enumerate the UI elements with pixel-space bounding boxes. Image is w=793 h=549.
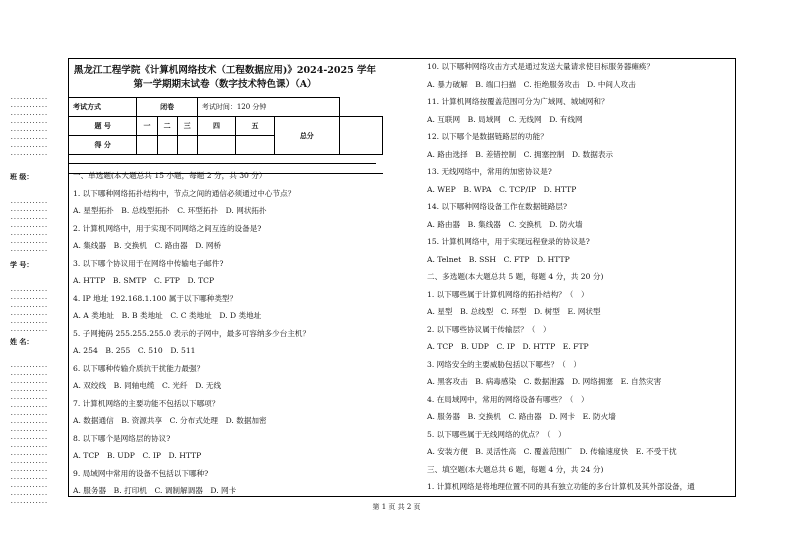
question-line: A. 安装方便 B. 灵活性高 C. 覆盖范围广 D. 传输速度快 E. 不受干扰	[427, 447, 677, 456]
dots: ............	[10, 238, 48, 245]
question-line: 1. 计算机网络是将地理位置不同的具有独立功能的多台计算机及其外部设备，通	[427, 482, 695, 491]
question-line: A. 黑客攻击 B. 病毒感染 C. 数据泄露 D. 网络拥塞 E. 自然灾害	[427, 377, 662, 386]
dots: ............	[10, 490, 48, 497]
question-line: A. 互联网 B. 局域网 C. 无线网 D. 有线网	[427, 114, 583, 124]
question-line: A. Telnet B. SSH C. FTP D. HTTP	[427, 254, 570, 264]
name-label: 姓 名：	[10, 337, 34, 346]
page-footer: 第 1 页 共 2 页	[372, 503, 421, 511]
left-column	[73, 167, 310, 500]
question-line: A. WEP B. WPA C. TCP/IP D. HTTP	[427, 184, 577, 194]
dots: ............	[10, 94, 48, 101]
exam-mode: 闭卷	[137, 98, 197, 117]
dots: ............	[10, 222, 48, 229]
student-id-label: 学 号：	[10, 260, 34, 269]
question-line: 11. 计算机网络按覆盖范围可分为广域网、城域网和？	[427, 97, 609, 106]
dots: ............	[10, 102, 48, 109]
dots: ............	[10, 378, 48, 385]
dots: ............	[10, 206, 48, 213]
dots: ............	[10, 426, 48, 433]
dots: ............	[10, 434, 48, 441]
score-2	[157, 136, 177, 155]
class-label: 班 级：	[10, 172, 34, 181]
dots: ............	[10, 126, 48, 133]
dots: ............	[10, 118, 48, 125]
question-line: 13. 无线网络中，常用的加密协议是?	[427, 167, 552, 176]
col-3: 三	[177, 117, 197, 136]
question-line: 1. 以下哪种网络拓扑结构中，节点之间的通信必须通过中心节点？	[73, 188, 296, 198]
question-line: 2. 计算机网络中，用于实现不同网络之间互连的设备是?	[73, 223, 262, 233]
dots: ............	[10, 302, 48, 309]
question-line: A. A 类地址 B. B 类地址 C. C 类地址 D. D 类地址	[73, 311, 262, 320]
dots: ............	[10, 142, 48, 149]
dots: ............	[10, 214, 48, 221]
dots: ............	[10, 362, 48, 369]
dots: ............	[10, 294, 48, 301]
score-4	[197, 136, 235, 155]
question-line: A. 数据通信 B. 资源共享 C. 分布式处理 D. 数据加密	[73, 416, 267, 425]
exam-mode-label: 考试方式	[69, 98, 137, 117]
dots: ............	[10, 394, 48, 401]
score-3	[177, 136, 197, 155]
question-line: 二、多选题(本大题总共 5 题，每题 4 分，共 20 分)	[427, 272, 604, 281]
dots: ............	[10, 326, 48, 333]
dots: ............	[10, 286, 48, 293]
dots: ............	[10, 246, 48, 253]
question-line: 14. 以下哪种网络设备工作在数据链路层?	[427, 202, 568, 211]
dots: ............	[10, 458, 48, 465]
score-label: 得 分	[69, 136, 137, 155]
question-line: 3. 以下哪个协议用于在网络中传输电子邮件?	[73, 258, 224, 268]
question-line: A. 双绞线 B. 同轴电缆 C. 光纤 D. 无线	[73, 381, 222, 390]
question-line: 1. 以下哪些属于计算机网络的拓扑结构？（ ）	[427, 289, 589, 299]
question-line: 5. 子网掩码 255.255.255.0 表示的子网中，最多可容纳多少台主机？	[73, 328, 311, 338]
dots: ............	[10, 450, 48, 457]
dots: ............	[10, 110, 48, 117]
dots: ............	[10, 230, 48, 237]
question-line: 7. 计算机网络的主要功能不包括以下哪项？	[73, 398, 220, 408]
question-line: 5. 以下哪些属于无线网络的优点？（ ）	[427, 429, 566, 439]
dots: ............	[10, 474, 48, 481]
dotted-cut-line	[10, 362, 47, 506]
dots: ............	[10, 410, 48, 417]
dots: ............	[10, 442, 48, 449]
question-line: A. 星型 B. 总线型 C. 环型 D. 树型 E. 网状型	[427, 307, 601, 316]
col-5: 五	[236, 117, 274, 136]
question-line: 15. 计算机网络中，用于实现远程登录的协议是?	[427, 237, 590, 246]
total-label: 总分	[274, 117, 339, 155]
question-line: 12. 以下哪个是数据链路层的功能？	[427, 132, 548, 141]
dots: ............	[10, 418, 48, 425]
question-line: A. 暴力破解 B. 端口扫描 C. 拒绝服务攻击 D. 中间人攻击	[427, 79, 636, 89]
dots: ............	[10, 370, 48, 377]
question-line: 2. 以下哪些协议属于传输层？（ ）	[427, 324, 551, 334]
question-no-label: 题 号	[69, 117, 137, 136]
question-line: A. 254 B. 255 C. 510 D. 511	[73, 346, 196, 355]
exam-time: 考试时间：120 分钟	[197, 98, 339, 117]
dotted-cut-line	[10, 286, 47, 334]
col-2: 二	[157, 117, 177, 136]
dots: ............	[10, 482, 48, 489]
right-column	[427, 58, 695, 496]
question-line: 6. 以下哪种传输介质抗干扰能力最强？	[73, 363, 205, 373]
question-line: A. 路由器 B. 集线器 C. 交换机 D. 防火墙	[427, 219, 583, 229]
question-line: 4. 在局域网中，常用的网络设备有哪些？（ ）	[427, 394, 589, 404]
question-line: 8. 以下哪个是网络层的协议?	[73, 433, 171, 443]
question-line: 9. 局域网中常用的设备不包括以下哪种?	[73, 468, 209, 478]
dots: ............	[10, 310, 48, 317]
col-4: 四	[197, 117, 235, 136]
dots: ............	[10, 150, 48, 157]
question-line: A. 路由选择 B. 差错控制 C. 拥塞控制 D. 数据表示	[427, 149, 614, 159]
question-line: A. 服务器 B. 打印机 C. 调制解调器 D. 网卡	[73, 486, 237, 495]
question-line: A. 集线器 B. 交换机 C. 路由器 D. 网桥	[73, 241, 222, 250]
dotted-cut-line	[10, 94, 47, 158]
dots: ............	[10, 386, 48, 393]
dots: ............	[10, 318, 48, 325]
question-line: A. TCP B. UDP C. IP D. HTTP	[73, 451, 202, 460]
question-line: 一、单选题(本大题总共 15 小题，每题 2 分，共 30 分）	[73, 171, 267, 180]
exam-title-line2: 第一学期期末试卷（数字技术特色课）（A）	[133, 79, 317, 90]
question-line: A. 服务器 B. 交换机 C. 路由器 D. 网卡 E. 防火墙	[427, 412, 616, 421]
score-5	[236, 136, 274, 155]
question-line: A. HTTP B. SMTP C. FTP D. TCP	[73, 276, 215, 285]
dots: ............	[10, 198, 48, 205]
dots: ............	[10, 134, 48, 141]
dots: ............	[10, 402, 48, 409]
total-score	[340, 117, 383, 155]
exam-title-line1: 黑龙江工程学院《计算机网络技术（工程数据应用)》2024-2025 学年	[73, 65, 377, 76]
question-line: 10. 以下哪种网络攻击方式是通过发送大量请求使目标服务器瘫痪？	[427, 62, 655, 71]
dotted-cut-line	[10, 198, 47, 254]
question-line: 3. 网络安全的主要威胁包括以下哪些？（ ）	[427, 359, 581, 369]
question-line: A. 星型拓扑 B. 总线型拓扑 C. 环型拓扑 D. 网状拓扑	[73, 206, 267, 215]
question-line: 三、填空题(本大题总共 6 题，每题 4 分，共 24 分)	[427, 464, 604, 474]
dots: ............	[10, 466, 48, 473]
dots: ............	[10, 498, 48, 505]
question-line: A. TCP B. UDP C. IP D. HTTP E. FTP	[427, 342, 589, 351]
question-line: 4. IP 地址 192.168.1.100 属于以下哪种类型？	[73, 293, 238, 303]
divider	[68, 163, 376, 164]
col-1: 一	[137, 117, 157, 136]
score-1	[137, 136, 157, 155]
